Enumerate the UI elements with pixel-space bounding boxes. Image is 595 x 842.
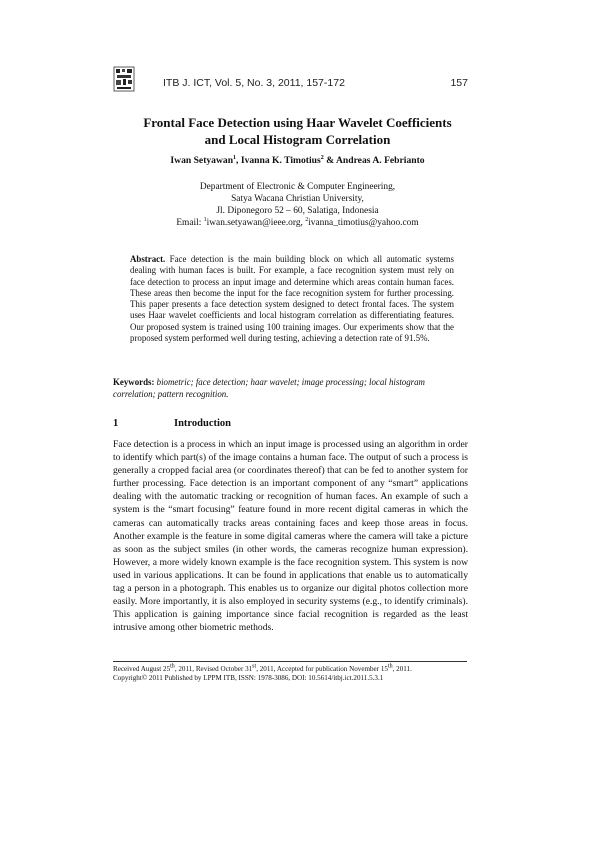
keywords-text: biometric; face detection; haar wavelet; image processing; local histogram correlation; pattern recognition. <box>113 377 425 399</box>
title-line-1: Frontal Face Detection using Haar Wavelet Coefficients <box>143 115 452 130</box>
section-heading <box>113 418 231 429</box>
email-2[interactable]: ivanna_timotius@yahoo.com <box>308 218 419 228</box>
author-2-affil-mark: 2 <box>320 154 324 161</box>
affiliation-university: Satya Wacana Christian University, <box>231 194 364 204</box>
footnote-copyright: Copyright© 2011 Published by LPPM ITB, ISSN: 1978-3086, DOI: 10.5614/itbj.ict.2011.5.3.1 <box>113 674 384 683</box>
footnote <box>113 665 473 684</box>
paper-title <box>100 114 495 148</box>
revised-date: , 2011, Revised October 31 <box>174 665 253 673</box>
author-1-affil-mark: 1 <box>233 154 237 161</box>
author-list <box>100 155 495 166</box>
ordinal-suffix: st <box>252 663 257 670</box>
affiliation-emails <box>100 217 495 229</box>
email-label: Email: <box>176 218 204 228</box>
email-2-mark: 2 <box>305 216 309 223</box>
keywords <box>113 377 468 400</box>
footnote-divider <box>113 661 467 662</box>
author-separator: , <box>236 155 241 166</box>
affiliation-address: Jl. Diponegoro 52 – 60, Salatiga, Indonesia <box>216 206 379 216</box>
journal-citation: ITB J. ICT, Vol. 5, No. 3, 2011, 157-172 <box>163 77 345 89</box>
email-1-mark: 1 <box>203 216 207 223</box>
abstract-text: Face detection is the main building block on which all automatic systems dealing with human faces is built. For example, a face recognition system must rely on face detection to process an input image and determine which areas contain human faces. These areas then become the input for the face recognition system for further processing. This paper presents a face detection system designed to detect frontal faces. The system uses Haar wavelet coefficients and local histogram correlation as differentiating features. Our proposed system is trained using 100 training images. Our experiments show that the proposed system performed well during testing, achieving a detection rate of 91.5%. <box>130 254 454 344</box>
author-3: Andreas A. Febrianto <box>336 155 425 166</box>
received-date: Received August 25 <box>113 665 171 673</box>
footnote-year: , 2011. <box>392 665 412 673</box>
author-2: Ivanna K. Timotius <box>240 155 321 166</box>
body-paragraph: Face detection is a process in which an input image is processed using an algorithm in order to identify which part(s) of the image contains a human face. The output of such a process is generally a cropped facial area (or coordinates thereof) that can be fed to another system for further processing. Face detection is an important component of any “smart” applications dealing with the automatic tracking or recognition of human faces. An example of such a system is the “smart focusing” feature found in more recent digital cameras in which the cameras can automatically tracks areas containing faces and keep those areas in focus. Another example is the feature in some digital cameras where the camera will take a picture as soon as the subject smiles (in other words, the cameras recognize human expression). However, a more widely known example is the face recognition system. This system is now used in various applications. It can be found in applications that enable us to automatically tag a person in a photograph. This enables us to organize our digital photos collection more easily. More importantly, it is also employed in security systems (e.g., to identify criminals). This application is gaining importance since facial recognition is regarded as the least intrusive among other biometric methods. <box>113 439 468 634</box>
affiliation-block <box>100 181 495 229</box>
footnote-received <box>113 665 473 674</box>
section-number: 1 <box>113 418 119 429</box>
itb-logo-icon <box>113 66 135 92</box>
affiliation-department: Department of Electronic & Computer Engineering, <box>199 182 396 192</box>
abstract <box>130 254 454 344</box>
author-1: Iwan Setyawan <box>170 155 234 166</box>
section-title: Introduction <box>174 418 231 429</box>
ordinal-suffix: th <box>387 663 393 670</box>
title-line-2: and Local Histogram Correlation <box>204 132 391 147</box>
email-1[interactable]: iwan.setyawan@ieee.org, <box>206 218 306 228</box>
page-number: 157 <box>450 77 468 89</box>
ordinal-suffix: th <box>170 663 175 670</box>
running-header <box>163 77 468 89</box>
author-separator: & <box>323 155 336 166</box>
abstract-label: Abstract. <box>130 254 166 264</box>
keywords-label: Keywords: <box>113 377 155 387</box>
accepted-date: , 2011, Accepted for publication November 15 <box>256 665 388 673</box>
